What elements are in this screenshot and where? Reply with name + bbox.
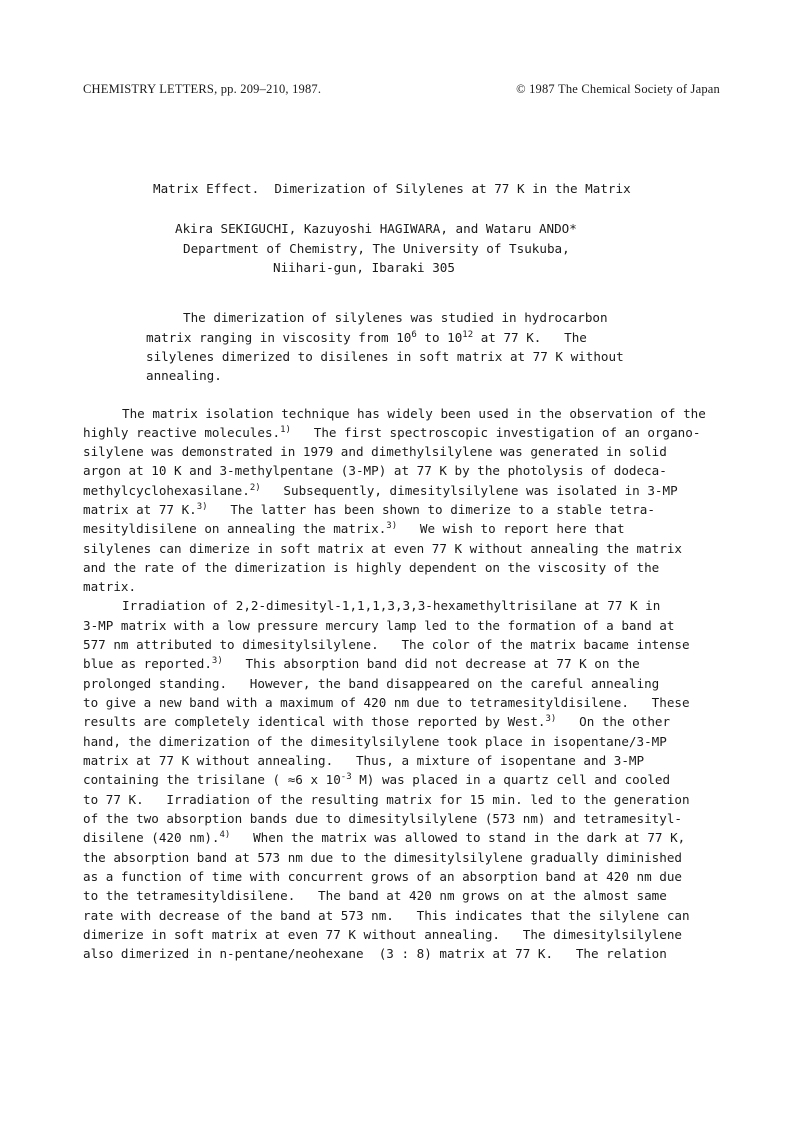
reference-marker: 1) — [280, 425, 291, 435]
body-line: dimerize in soft matrix at even 77 K without annealing. The dimesitylsilylene — [83, 927, 682, 942]
body-line: argon at 10 K and 3-methylpentane (3-MP) at 77 K by the photolysis of dodeca- — [83, 463, 667, 478]
body-line: prolonged standing. However, the band disappeared on the careful annealing — [83, 676, 660, 691]
body-line: silylene was demonstrated in 1979 and dimethylsilylene was generated in solid — [83, 444, 667, 459]
body-line: blue as reported.$^{3)}$ This absorption band did not decrease at 77 K on the — [83, 656, 640, 671]
abstract-line: annealing. — [146, 368, 222, 383]
body-line: matrix at 77 K without annealing. Thus, a mixture of isopentane and 3-MP — [83, 753, 645, 768]
body-line: as a function of time with concurrent grows of an absorption band at 420 nm due — [83, 869, 682, 884]
body-line: 3-MP matrix with a low pressure mercury lamp led to the formation of a band at — [83, 618, 675, 633]
body-line: Irradiation of 2,2-dimesityl-1,1,1,3,3,3-hexamethyltrisilane at 77 K in — [122, 598, 661, 613]
abstract-line: The dimerization of silylenes was studied in hydrocarbon — [183, 310, 608, 325]
body-line: mesityldisilene on annealing the matrix.$^{3)}$ We wish to report here that — [83, 521, 625, 536]
journal-citation: CHEMISTRY LETTERS, pp. 209–210, 1987. — [83, 82, 322, 96]
reference-marker: 3) — [545, 714, 557, 724]
copyright-notice: © 1987 The Chemical Society of Japan — [516, 82, 720, 96]
reference-marker: 4) — [219, 830, 231, 840]
body-line: of the two absorption bands due to dimesitylsilylene (573 nm) and tetramesityl- — [83, 811, 682, 826]
abstract-line: silylenes dimerized to disilenes in soft matrix at 77 K without — [146, 349, 624, 364]
abstract-line: matrix ranging in viscosity from $10^6$ to $10^{12}$ at 77 K. The — [146, 330, 587, 345]
body-line: The matrix isolation technique has widely been used in the observation of the — [122, 406, 706, 421]
body-line: to the tetramesityldisilene. The band at 420 nm grows on at the almost same — [83, 888, 667, 903]
body-line: containing the trisilane ( ≈6 x $10^{-3}$ M) was placed in a quartz cell and cooled — [83, 772, 671, 787]
body-line: methylcyclohexasilane.$^{2)}$ Subsequently, dimesitylsilylene was isolated in 3-MP — [83, 483, 678, 498]
author-list: Akira SEKIGUCHI, Kazuyoshi HAGIWARA, and Wataru ANDO* — [175, 221, 577, 236]
body-line: highly reactive molecules.$^{1)}$ The first spectroscopic investigation of an organo- — [83, 425, 701, 440]
body-line: rate with decrease of the band at 573 nm. This indicates that the silylene can — [83, 908, 690, 923]
body-line: to 77 K. Irradiation of the resulting matrix for 15 min. led to the generation — [83, 792, 690, 807]
body-line: the absorption band at 573 nm due to the dimesitylsilylene gradually diminished — [83, 850, 682, 865]
body-line: matrix at 77 K.$^{3)}$ The latter has been shown to dimerize to a stable tetra- — [83, 502, 655, 517]
body-line: hand, the dimerization of the dimesitylsilylene took place in isopentane/3-MP — [83, 734, 667, 749]
body-line: to give a new band with a maximum of 420 nm due to tetramesityldisilene. These — [83, 695, 690, 710]
reference-marker: 3) — [211, 656, 223, 666]
body-line: silylenes can dimerize in soft matrix at even 77 K without annealing the matrix — [83, 541, 682, 556]
body-line: matrix. — [83, 579, 137, 594]
reference-marker: 3) — [196, 502, 208, 512]
reference-marker: 3) — [386, 521, 398, 531]
body-line: and the rate of the dimerization is highly dependent on the viscosity of the — [83, 560, 660, 575]
paper-title: Matrix Effect. Dimerization of Silylenes at 77 K in the Matrix — [153, 181, 631, 196]
body-line: disilene (420 nm).$^{4)}$ When the matrix was allowed to stand in the dark at 77 K, — [83, 830, 686, 845]
body-line: 577 nm attributed to dimesitylsilylene. The color of the matrix bacame intense — [83, 637, 690, 652]
reference-marker: 2) — [249, 483, 261, 493]
affiliation-line-2: Niihari-gun, Ibaraki 305 — [273, 260, 455, 275]
body-line: also dimerized in n-pentane/neohexane (3 : 8) matrix at 77 K. The relation — [83, 946, 667, 961]
affiliation-line-1: Department of Chemistry, The University of Tsukuba, — [183, 241, 570, 256]
body-line: results are completely identical with those reported by West.$^{3)}$ On the other — [83, 714, 671, 729]
